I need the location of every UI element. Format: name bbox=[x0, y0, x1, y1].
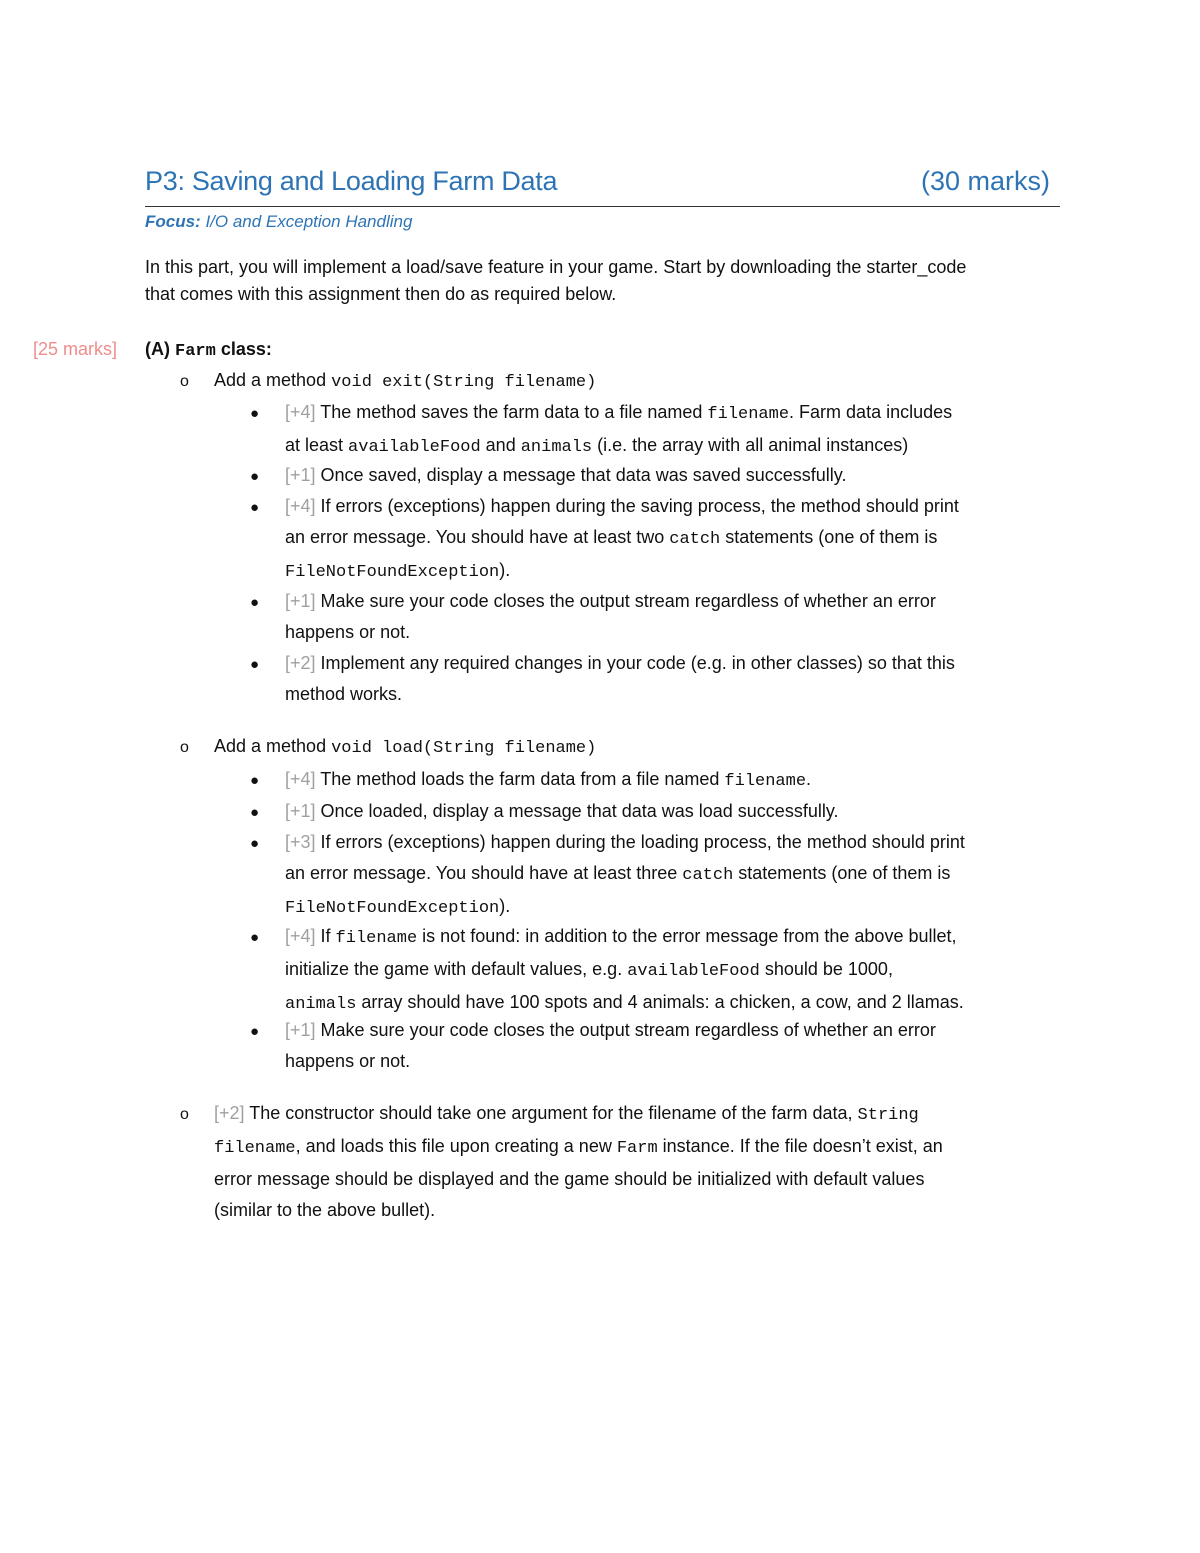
text: If bbox=[315, 926, 336, 946]
focus-text: I/O and Exception Handling bbox=[200, 212, 413, 231]
exit-bullet-5 bbox=[285, 648, 955, 710]
code: catch bbox=[682, 866, 734, 885]
text: If errors (exceptions) happen during the saving process, the method should print bbox=[315, 496, 959, 516]
bullet-marker: ● bbox=[250, 929, 260, 946]
text: instance. If the file doesn’t exist, an bbox=[657, 1136, 943, 1156]
sub-marker: o bbox=[180, 739, 189, 756]
load-bullet-4 bbox=[285, 921, 964, 1020]
code: filename bbox=[707, 405, 790, 424]
text: Once saved, display a message that data was saved successfully. bbox=[315, 465, 847, 485]
points: [+4] bbox=[285, 402, 316, 422]
points: [+1] bbox=[285, 591, 316, 611]
code: availableFood bbox=[627, 962, 760, 981]
sub-marker: o bbox=[180, 373, 189, 390]
points: [+4] bbox=[285, 926, 316, 946]
text: Implement any required changes in your code (e.g. in other classes) so that this bbox=[315, 653, 955, 673]
bullet-marker: ● bbox=[250, 499, 260, 516]
text: Once loaded, display a message that data was load successfully. bbox=[315, 801, 839, 821]
text: should be 1000, bbox=[759, 959, 893, 979]
code: availableFood bbox=[348, 438, 481, 457]
text: . Farm data includes bbox=[789, 402, 953, 422]
exit-bullet-4 bbox=[285, 586, 936, 648]
text: (i.e. the array with all animal instances) bbox=[592, 435, 909, 455]
load-bullet-3 bbox=[285, 827, 965, 924]
exit-bullet-3 bbox=[285, 491, 959, 588]
text: error message should be displayed and the game should be initialized with default values bbox=[214, 1169, 925, 1189]
bullet-marker: ● bbox=[250, 656, 260, 673]
text: The method saves the farm data to a file named bbox=[315, 402, 708, 422]
bullet-marker: ● bbox=[250, 772, 260, 789]
text: initialize the game with default values, e.g. bbox=[285, 959, 628, 979]
exit-bullet-2 bbox=[285, 460, 846, 491]
text: The method loads the farm data from a file named bbox=[315, 769, 725, 789]
text: array should have 100 spots and 4 animals: a chicken, a cow, and 2 llamas. bbox=[356, 992, 964, 1012]
text: happens or not. bbox=[285, 622, 411, 642]
exit-bullet-1 bbox=[285, 397, 952, 463]
text: an error message. You should have at least three bbox=[285, 863, 683, 883]
exit-method-line bbox=[214, 370, 596, 392]
section-heading bbox=[145, 166, 1060, 207]
text: The constructor should take one argument for the filename of the farm data, bbox=[244, 1103, 858, 1123]
points: [+4] bbox=[285, 769, 316, 789]
text: is not found: in addition to the error message from the above bullet, bbox=[417, 926, 957, 946]
heading-title-text: : Saving and Loading Farm Data bbox=[177, 166, 558, 196]
focus-label: Focus: bbox=[145, 212, 201, 231]
load-bullet-5 bbox=[285, 1015, 936, 1077]
exit-lead: Add a method bbox=[214, 370, 332, 390]
intro-line-2: that comes with this assignment then do as required below. bbox=[145, 284, 617, 304]
code: catch bbox=[669, 530, 721, 549]
text: . bbox=[806, 769, 812, 789]
heading-marks: (30 marks) bbox=[920, 166, 1050, 196]
exit-signature: void exit(String filename) bbox=[331, 373, 597, 392]
text: statements (one of them is bbox=[733, 863, 951, 883]
code: Farm bbox=[616, 1139, 658, 1158]
text: method works. bbox=[285, 684, 403, 704]
text: an error message. You should have at least two bbox=[285, 527, 670, 547]
intro-paragraph bbox=[145, 254, 1065, 308]
text: and bbox=[480, 435, 521, 455]
section-a-marks: [25 marks] bbox=[33, 339, 118, 359]
code: FileNotFoundException bbox=[285, 899, 500, 918]
code: animals bbox=[285, 995, 357, 1014]
sub-marker: o bbox=[180, 1106, 189, 1123]
text: (similar to the above bullet). bbox=[214, 1200, 436, 1220]
part-number: P3 bbox=[145, 166, 178, 196]
points: [+2] bbox=[285, 653, 316, 673]
load-method-line bbox=[214, 736, 596, 758]
text: statements (one of them is bbox=[720, 527, 938, 547]
text: , and loads this file upon creating a new bbox=[295, 1136, 617, 1156]
load-bullet-1 bbox=[285, 764, 811, 797]
section-a-class: Farm bbox=[175, 342, 216, 361]
code: filename bbox=[724, 772, 807, 791]
bullet-marker: ● bbox=[250, 594, 260, 611]
code: FileNotFoundException bbox=[285, 563, 500, 582]
code: String bbox=[857, 1106, 919, 1125]
text: If errors (exceptions) happen during the loading process, the method should print bbox=[315, 832, 965, 852]
bullet-marker: ● bbox=[250, 1023, 260, 1040]
text: ). bbox=[499, 896, 511, 916]
bullet-marker: ● bbox=[250, 468, 260, 485]
bullet-marker: ● bbox=[250, 804, 260, 821]
bullet-marker: ● bbox=[250, 835, 260, 852]
points: [+1] bbox=[285, 801, 316, 821]
points: [+4] bbox=[285, 496, 316, 516]
points: [+3] bbox=[285, 832, 316, 852]
text: ). bbox=[499, 560, 511, 580]
text: Make sure your code closes the output stream regardless of whether an error bbox=[315, 591, 936, 611]
intro-line-1: In this part, you will implement a load/save feature in your game. Start by downloading the starter_code bbox=[145, 257, 967, 277]
load-lead: Add a method bbox=[214, 736, 332, 756]
text: Make sure your code closes the output stream regardless of whether an error bbox=[315, 1020, 936, 1040]
heading-title bbox=[145, 166, 557, 197]
section-a-heading bbox=[145, 339, 272, 361]
load-signature: void load(String filename) bbox=[331, 739, 597, 758]
section-a-suffix: class: bbox=[215, 339, 272, 359]
text: at least bbox=[285, 435, 349, 455]
code: filename bbox=[335, 929, 418, 948]
code: animals bbox=[520, 438, 593, 457]
points: [+1] bbox=[285, 465, 316, 485]
bullet-marker: ● bbox=[250, 405, 260, 422]
focus-line bbox=[145, 212, 412, 232]
code: filename bbox=[214, 1139, 296, 1158]
load-bullet-2 bbox=[285, 796, 839, 827]
points: [+2] bbox=[214, 1103, 245, 1123]
constructor-item bbox=[214, 1098, 943, 1226]
points: [+1] bbox=[285, 1020, 316, 1040]
text: happens or not. bbox=[285, 1051, 411, 1071]
section-a-prefix: (A) bbox=[145, 339, 175, 359]
